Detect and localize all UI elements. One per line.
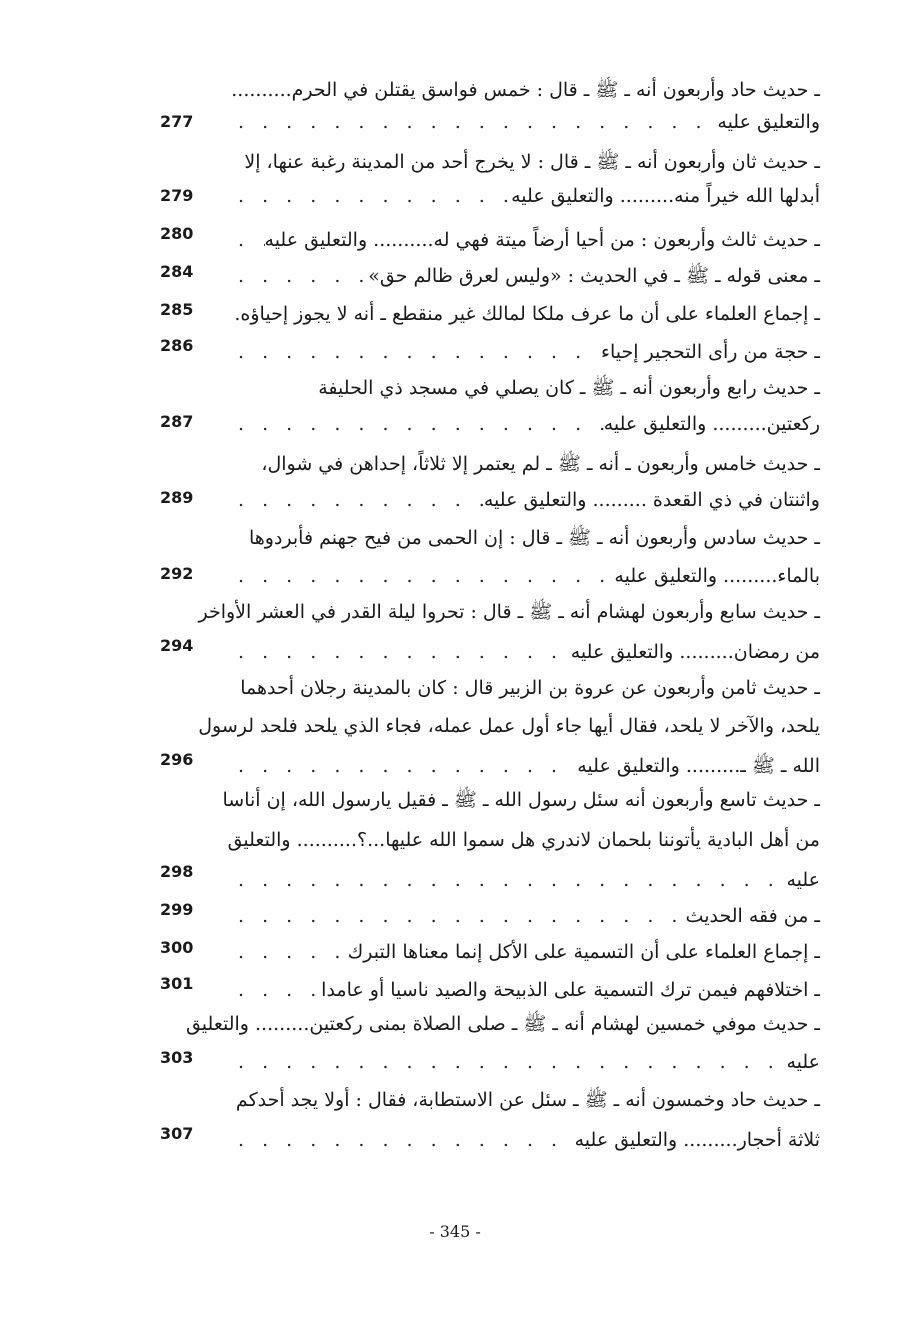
entry-line: ـ حديث ثان وأربعون أنه ـ ﷺ ـ قال : لا يخرج أحد من المدينة رغبة عنها، إلا — [244, 151, 820, 173]
dot-leader — [232, 940, 348, 964]
page-ref: 292 — [160, 564, 194, 583]
entry-line — [232, 1050, 820, 1074]
entry-line — [232, 940, 820, 964]
page-ref: 285 — [160, 300, 194, 319]
entry-line: ـ حديث ثامن وأربعون عن عروة بن الزبير قال : كان بالمدينة رجلان أحدهما — [240, 677, 820, 699]
dot-leader — [232, 264, 368, 288]
dot-leader — [232, 978, 321, 1002]
page-ref: 303 — [160, 1048, 194, 1067]
page-ref: 299 — [160, 900, 194, 919]
toc-entry[interactable] — [160, 336, 820, 366]
entry-line: ـ حديث حاد وأربعون أنه ـ ﷺ ـ قال : خمس فواسق يقتلن في الحرم.......... — [231, 79, 820, 101]
entry-line — [232, 302, 820, 326]
entry-line — [232, 184, 820, 208]
page-ref: 298 — [160, 862, 194, 881]
entry-line-text: ـ إجماع العلماء على أن التسمية على الأكل إنما معناها التبرك — [347, 941, 820, 963]
entry-line — [232, 228, 820, 252]
page-number: - 345 - — [429, 1222, 481, 1241]
toc-entry[interactable] — [160, 524, 820, 590]
toc-entry[interactable] — [160, 298, 820, 328]
toc-entry[interactable] — [160, 374, 820, 438]
entry-line-text: واثنتان في ذي القعدة ......... والتعليق عليه — [483, 489, 820, 511]
dot-leader — [228, 302, 240, 326]
toc-entry[interactable] — [160, 898, 820, 928]
dot-leader — [232, 1050, 786, 1074]
entry-line: ـ حديث حاد وخمسون أنه ـ ﷺ ـ سئل عن الاستطابة، فقال : أولا يجد أحدكم — [235, 1089, 820, 1111]
dot-leader — [232, 1128, 575, 1152]
entry-line-text: والتعليق عليه — [717, 111, 820, 133]
page-ref: 289 — [160, 488, 194, 507]
page-ref: 300 — [160, 938, 194, 957]
entry-line-text: عليه — [786, 1051, 820, 1073]
entry-line — [232, 868, 820, 892]
dot-leader — [232, 640, 571, 664]
toc-entry[interactable] — [160, 936, 820, 966]
page-ref: 307 — [160, 1124, 194, 1143]
dot-leader — [232, 754, 577, 778]
entry-line-text: ـ معنى قوله ـ ﷺ ـ في الحديث : «وليس لعرق ظالم حق» — [368, 265, 820, 287]
entry-line — [232, 340, 820, 364]
page-ref: 287 — [160, 412, 194, 431]
entry-line: من أهل البادية يأتوننا بلحمان لاندري هل سموا الله عليها...؟.......... والتعليق — [227, 829, 820, 851]
entry-line-text: ركعتين......... والتعليق عليه — [603, 413, 820, 435]
page-ref: 301 — [160, 974, 194, 993]
page-ref: 294 — [160, 636, 194, 655]
entry-line — [232, 1128, 820, 1152]
entry-line-text: ـ إجماع العلماء على أن ما عرف ملكا لمالك غير منقطع ـ أنه لا يجوز إحياؤه — [240, 303, 820, 325]
dot-leader — [232, 564, 614, 588]
dot-leader — [232, 184, 511, 208]
entry-line — [232, 488, 820, 512]
dot-leader — [232, 340, 601, 364]
page-ref: 284 — [160, 262, 194, 281]
entry-line-text: ـ حديث ثالث وأربعون : من أحيا أرضاً ميتة فهي له.......... والتعليق عليه — [264, 229, 820, 251]
entry-line-text: ثلاثة أحجار......... والتعليق عليه — [574, 1129, 820, 1151]
entry-line-text: ـ حجة من رأى التحجير إحياء — [601, 341, 820, 363]
entry-line-text: أبدلها الله خيراً منه......... والتعليق عليه — [511, 185, 820, 207]
entry-line: ـ حديث سابع وأربعون لهشام أنه ـ ﷺ ـ قال : تحروا ليلة القدر في العشر الأواخر — [198, 601, 820, 623]
page-ref: 279 — [160, 186, 194, 205]
entry-line: ـ حديث خامس وأربعون ـ أنه ـ ﷺ ـ لم يعتمر إلا ثلاثاً، إحداهن في شوال، — [261, 453, 820, 475]
toc-entry[interactable] — [160, 972, 820, 1002]
entry-line — [232, 904, 820, 928]
toc-entry[interactable] — [160, 224, 820, 254]
toc-entry[interactable] — [160, 1010, 820, 1076]
toc-entry[interactable] — [160, 148, 820, 210]
dot-leader — [232, 412, 604, 436]
toc-entry[interactable] — [160, 76, 820, 136]
toc-entry[interactable] — [160, 1086, 820, 1152]
entry-line-text: الله ـ ﷺ ـ......... والتعليق عليه — [577, 755, 820, 777]
toc-entry[interactable] — [160, 598, 820, 664]
entry-line-text: ـ من فقه الحديث — [685, 905, 820, 927]
entry-line — [232, 754, 820, 778]
entry-line-text: ـ اختلافهم فيمن ترك التسمية على الذبيحة والصيد ناسيا أو عامدا — [321, 979, 820, 1001]
entry-line — [232, 110, 820, 134]
page-ref: 286 — [160, 336, 194, 355]
entry-line-text: من رمضان......... والتعليق عليه — [570, 641, 820, 663]
dot-leader — [232, 488, 484, 512]
toc-entry[interactable] — [160, 260, 820, 290]
entry-line — [232, 412, 820, 436]
entry-line: ـ حديث موفي خمسين لهشام أنه ـ ﷺ ـ صلى الصلاة بمنى ركعتين......... والتعليق — [185, 1013, 820, 1035]
dot-leader — [232, 110, 717, 134]
page-ref: 296 — [160, 750, 194, 769]
page-ref: 280 — [160, 224, 194, 243]
dot-leader — [232, 868, 786, 892]
entry-line — [232, 564, 820, 588]
entry-line-text: عليه — [786, 869, 820, 891]
dot-leader — [232, 904, 686, 928]
toc-entry[interactable] — [160, 450, 820, 514]
entry-line: ـ حديث تاسع وأربعون أنه سئل رسول الله ـ ﷺ ـ فقيل يارسول الله، إن أناسا — [222, 789, 820, 811]
entry-line: ـ حديث رابع وأربعون أنه ـ ﷺ ـ كان يصلي في مسجد ذي الحليفة — [318, 377, 820, 399]
entry-line-text: بالماء......... والتعليق عليه — [614, 565, 820, 587]
dot-leader — [232, 228, 265, 252]
entry-line: يلحد، والآخر لا يلحد، فقال أيها جاء أول عمل عمله، فجاء الذي يلحد فلحد لرسول — [198, 715, 820, 737]
entry-line: ـ حديث سادس وأربعون أنه ـ ﷺ ـ قال : إن الحمى من فيح جهنم فأبردوها — [248, 527, 820, 549]
toc-entry[interactable] — [160, 786, 820, 896]
entry-line — [232, 978, 820, 1002]
page-ref: 277 — [160, 112, 194, 131]
toc-entry[interactable] — [160, 674, 820, 780]
entry-line — [232, 640, 820, 664]
entry-line — [232, 264, 820, 288]
